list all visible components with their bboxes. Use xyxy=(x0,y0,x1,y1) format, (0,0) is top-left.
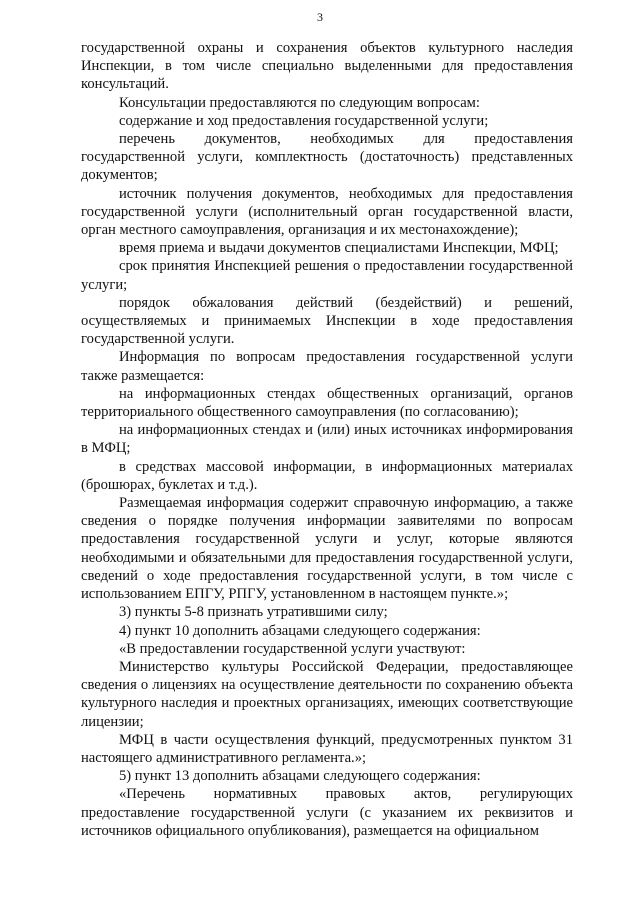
paragraph: порядок обжалования действий (бездействий) и решений, осуществляемых и принимаемых Инспекции в ходе предоставления государственной услуги. xyxy=(81,294,573,348)
page-number: 3 xyxy=(317,10,323,24)
paragraph: «Перечень нормативных правовых актов, регулирующих предоставление государственной услуги (с указанием их реквизитов и источников официального опубликования), размещается на официальном xyxy=(81,786,573,839)
paragraph: 4) пункт 10 дополнить абзацами следующего содержания: xyxy=(119,622,481,639)
paragraph: в средствах массовой информации, в информационных материалах (брошюрах, буклетах и т.д.). xyxy=(81,458,573,493)
paragraph: 5) пункт 13 дополнить абзацами следующего содержания: xyxy=(119,768,481,785)
paragraph: «В предоставлении государственной услуги участвуют: xyxy=(119,640,466,657)
paragraph: Консультации предоставляются по следующим вопросам: xyxy=(119,94,480,111)
paragraph: государственной охраны и сохранения объектов культурного наследия Инспекции, в том числе специально выделенными для предоставления консультаций. xyxy=(81,40,573,93)
paragraph: Информация по вопросам предоставления государственной услуги также размещается: xyxy=(81,349,573,384)
paragraph: перечень документов, необходимых для предоставления государственной услуги, комплектность (достаточность) представленных документов; xyxy=(81,131,573,184)
paragraph: на информационных стендах и (или) иных источниках информирования в МФЦ; xyxy=(81,422,573,457)
paragraph: 3) пункты 5-8 признать утратившими силу; xyxy=(119,604,388,621)
paragraph: срок принятия Инспекцией решения о предоставлении государственной услуги; xyxy=(81,258,573,293)
paragraph: время приема и выдачи документов специалистами Инспекции, МФЦ; xyxy=(119,240,559,257)
paragraph: Размещаемая информация содержит справочную информацию, а также сведения о порядке получения информации заявителями по вопросам предоставления государственной услуги и услуг, которые являются необходимыми и обязательными для предоставления государственной услуги, сведений о ходе предоставления государственной услуги, в том числе с использованием ЕПГУ, РПГУ, установленном в настоящем пункте.»; xyxy=(81,495,573,603)
paragraph: содержание и ход предоставления государственной услуги; xyxy=(119,112,489,129)
paragraph: на информационных стендах общественных организаций, органов территориального общественного самоуправления (по согласованию); xyxy=(81,385,573,421)
paragraph: Министерство культуры Российской Федерации, предоставляющее сведения о лицензиях на осуществление деятельности по сохранению объекта культурного наследия и проектных организациях, имеющих соответствующие лицензии; xyxy=(81,658,573,730)
paragraph: источник получения документов, необходимых для предоставления государственной услуги (исполнительный орган государственной власти, орган местного самоуправления, организация и их местонахождение); xyxy=(81,185,573,239)
paragraph: МФЦ в части осуществления функций, предусмотренных пунктом 31 настоящего административного регламента.»; xyxy=(81,731,573,766)
document-body xyxy=(81,39,573,840)
